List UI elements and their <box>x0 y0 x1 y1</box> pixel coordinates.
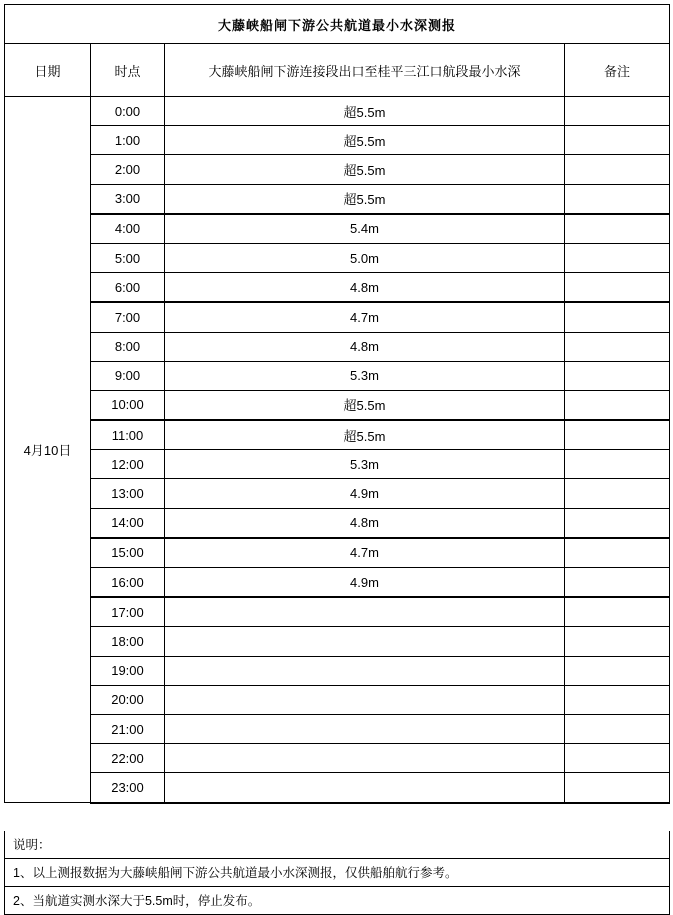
table-row <box>5 214 670 244</box>
depth-value: 超5.5m <box>165 126 565 155</box>
table-row <box>5 568 670 598</box>
note-item-2: 2、当航道实测水深大于5.5m时，停止发布。 <box>5 886 670 914</box>
table-row <box>5 479 670 508</box>
time-value: 6:00 <box>91 273 165 303</box>
table-row <box>5 361 670 390</box>
remark-value <box>565 538 670 568</box>
time-value: 4:00 <box>91 214 165 244</box>
time-value: 8:00 <box>91 332 165 361</box>
remark-value <box>565 184 670 214</box>
depth-value: 4.9m <box>165 568 565 598</box>
remark-value <box>565 155 670 184</box>
remark-value <box>565 332 670 361</box>
title-row <box>5 5 670 44</box>
table-row <box>5 184 670 214</box>
remark-value <box>565 508 670 538</box>
depth-value: 5.3m <box>165 361 565 390</box>
remark-value <box>565 390 670 420</box>
depth-report-table <box>4 4 670 804</box>
depth-value <box>165 685 565 714</box>
notes-body <box>5 804 670 915</box>
remark-value <box>565 685 670 714</box>
table-row <box>5 420 670 450</box>
table-row <box>5 714 670 743</box>
depth-value <box>165 627 565 656</box>
time-value: 23:00 <box>91 773 165 803</box>
header-row <box>5 44 670 97</box>
note-row <box>5 858 670 886</box>
table-row <box>5 597 670 627</box>
depth-value: 4.8m <box>165 508 565 538</box>
time-value: 13:00 <box>91 479 165 508</box>
table-row <box>5 273 670 303</box>
table-row <box>5 155 670 184</box>
notes-table <box>4 804 670 915</box>
note-item-1: 1、以上测报数据为大藤峡船闸下游公共航道最小水深测报，仅供船舶航行参考。 <box>5 858 670 886</box>
time-value: 1:00 <box>91 126 165 155</box>
depth-value: 超5.5m <box>165 155 565 184</box>
note-row <box>5 831 670 859</box>
time-value: 22:00 <box>91 744 165 773</box>
depth-value: 超5.5m <box>165 97 565 126</box>
table-row <box>5 627 670 656</box>
remark-value <box>565 656 670 685</box>
time-value: 14:00 <box>91 508 165 538</box>
remark-value <box>565 214 670 244</box>
depth-value: 4.9m <box>165 479 565 508</box>
remark-value <box>565 773 670 803</box>
spreadsheet-page <box>0 4 673 908</box>
table-row <box>5 390 670 420</box>
time-value: 11:00 <box>91 420 165 450</box>
time-value: 3:00 <box>91 184 165 214</box>
page-title: 大藤峡船闸下游公共航道最小水深测报 <box>5 5 670 44</box>
remark-value <box>565 597 670 627</box>
time-value: 5:00 <box>91 243 165 272</box>
column-header-date: 日期 <box>5 44 91 97</box>
table-row <box>5 126 670 155</box>
table-row <box>5 97 670 126</box>
column-header-remark: 备注 <box>565 44 670 97</box>
note-heading: 说明： <box>5 831 670 859</box>
table-row <box>5 332 670 361</box>
remark-value <box>565 420 670 450</box>
table-row <box>5 656 670 685</box>
time-value: 15:00 <box>91 538 165 568</box>
time-value: 12:00 <box>91 450 165 479</box>
time-value: 9:00 <box>91 361 165 390</box>
remark-value <box>565 361 670 390</box>
remark-value <box>565 243 670 272</box>
depth-value <box>165 744 565 773</box>
table-row <box>5 744 670 773</box>
depth-value <box>165 656 565 685</box>
column-header-time: 时点 <box>91 44 165 97</box>
depth-value: 5.4m <box>165 214 565 244</box>
table-row <box>5 508 670 538</box>
date-value: 4月10日 <box>5 97 91 803</box>
column-header-depth: 大藤峡船闸下游连接段出口至桂平三江口航段最小水深 <box>165 44 565 97</box>
remark-value <box>565 744 670 773</box>
depth-value <box>165 597 565 627</box>
table-row <box>5 450 670 479</box>
time-value: 18:00 <box>91 627 165 656</box>
remark-value <box>565 450 670 479</box>
depth-value: 5.0m <box>165 243 565 272</box>
depth-value: 4.8m <box>165 273 565 303</box>
table-row <box>5 773 670 803</box>
table-body <box>5 5 670 803</box>
depth-value: 超5.5m <box>165 420 565 450</box>
depth-value <box>165 714 565 743</box>
depth-value: 超5.5m <box>165 390 565 420</box>
remark-value <box>565 97 670 126</box>
depth-value <box>165 773 565 803</box>
note-row <box>5 886 670 914</box>
time-value: 0:00 <box>91 97 165 126</box>
time-value: 17:00 <box>91 597 165 627</box>
depth-value: 超5.5m <box>165 184 565 214</box>
table-row <box>5 243 670 272</box>
depth-value: 4.7m <box>165 302 565 332</box>
time-value: 16:00 <box>91 568 165 598</box>
table-row <box>5 302 670 332</box>
time-value: 2:00 <box>91 155 165 184</box>
notes-spacer-row <box>5 804 670 831</box>
table-row <box>5 685 670 714</box>
remark-value <box>565 126 670 155</box>
depth-value: 5.3m <box>165 450 565 479</box>
time-value: 21:00 <box>91 714 165 743</box>
remark-value <box>565 302 670 332</box>
time-value: 7:00 <box>91 302 165 332</box>
time-value: 10:00 <box>91 390 165 420</box>
remark-value <box>565 568 670 598</box>
time-value: 19:00 <box>91 656 165 685</box>
remark-value <box>565 714 670 743</box>
table-row <box>5 538 670 568</box>
depth-value: 4.8m <box>165 332 565 361</box>
depth-value: 4.7m <box>165 538 565 568</box>
notes-spacer <box>5 804 670 831</box>
remark-value <box>565 479 670 508</box>
time-value: 20:00 <box>91 685 165 714</box>
remark-value <box>565 627 670 656</box>
remark-value <box>565 273 670 303</box>
